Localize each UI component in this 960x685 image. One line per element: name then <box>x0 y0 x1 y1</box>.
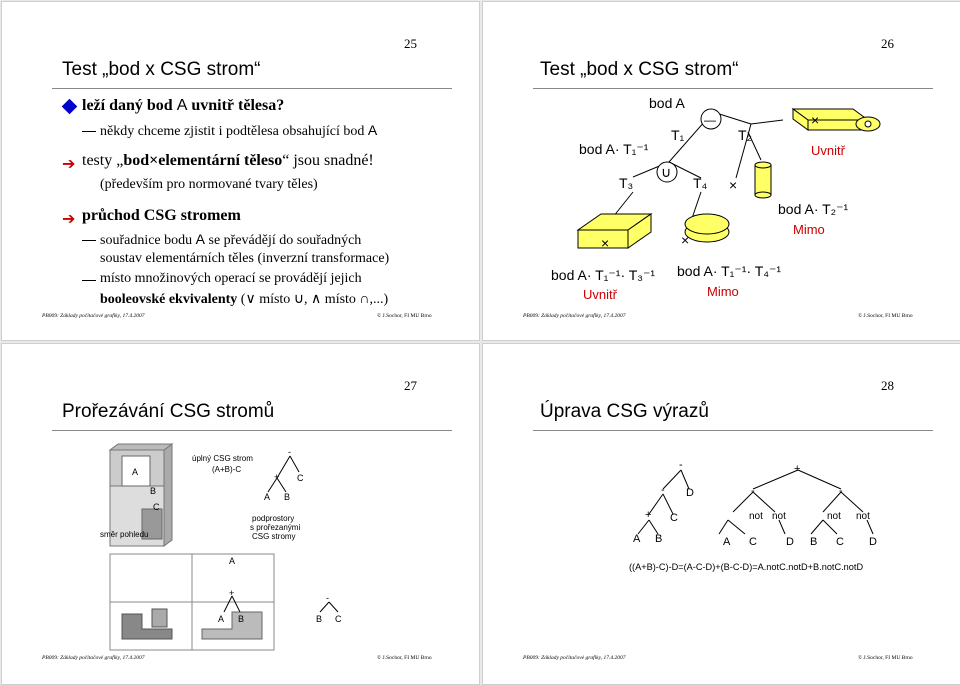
tree-d: D <box>786 536 794 548</box>
smer-pohledu-label: směr pohledu <box>100 530 149 539</box>
t2-label: T₂ <box>738 127 752 143</box>
slide-27 <box>1 343 480 685</box>
cross-icon: × <box>811 112 820 128</box>
plus-op: + <box>645 509 652 521</box>
tree-edge <box>823 520 837 534</box>
minus-op: - <box>679 459 683 471</box>
tree-edge <box>663 494 673 514</box>
tree-edge <box>733 492 753 512</box>
uvnitr-label: Uvnitř <box>811 143 845 158</box>
expr-label: (A+B)-C <box>212 465 242 474</box>
bod-a-t1-t4-label: bod A· T₁⁻¹· T₄⁻¹ <box>677 263 782 279</box>
slide-26 <box>482 1 960 341</box>
footer-left: PB009: Základy počítačové grafiky, 17.4.2007 <box>42 655 145 661</box>
t3-label: T₃ <box>619 175 634 191</box>
tree-edge <box>753 470 798 489</box>
dash <box>82 131 96 132</box>
minus-op: - <box>326 593 329 603</box>
bod-a-t1-label: bod A· T₁⁻¹ <box>579 141 649 157</box>
ellipse-slab-shape <box>685 214 729 242</box>
bod-a-t2-label: bod A· T₂⁻¹ <box>778 201 849 217</box>
grid-tree-a: A <box>218 614 225 624</box>
minus-op: — <box>704 113 716 127</box>
tree-edge <box>728 520 745 534</box>
slide-title: Úprava CSG výrazů <box>540 401 709 422</box>
podprostory-line2: s prořezanými <box>250 523 301 532</box>
sub-3d-rest: (∨ místo ∪, ∧ místo ∩,...) <box>237 292 389 307</box>
slide-title: Test „bod x CSG strom“ <box>62 59 261 80</box>
tree-b: B <box>284 492 291 502</box>
sub-3a <box>100 231 361 249</box>
sub-3d <box>100 291 388 308</box>
plus-op: + <box>794 463 801 475</box>
footer-left: PB009: Základy počítačové grafiky, 17.4.2007 <box>42 313 145 319</box>
slide-number: 27 <box>404 378 417 393</box>
bullet-2-bold: bod×elementární těleso <box>123 152 283 169</box>
union-op: ∪ <box>661 164 672 180</box>
sub-3a-point: A <box>195 231 205 247</box>
tree-b: B <box>810 536 818 548</box>
label-a: A <box>132 467 139 477</box>
cylinder-shape <box>755 162 771 198</box>
tree-c: C <box>670 512 678 524</box>
dash <box>82 280 96 281</box>
plus-op: + <box>274 472 280 482</box>
csg-tree-diagram <box>483 2 960 340</box>
rounded-block-shape <box>793 109 880 131</box>
cross-icon: × <box>681 232 690 248</box>
mimo-label: Mimo <box>707 284 739 299</box>
tree-edge <box>320 602 329 612</box>
title-underline <box>52 88 452 89</box>
minus-op: - <box>661 484 665 496</box>
clipping-diagram <box>2 344 479 684</box>
grid-tree-c: C <box>335 614 342 624</box>
arrow-bullet-icon: ➔ <box>62 211 76 228</box>
tree-edge <box>638 520 649 534</box>
bullet-2: testy „bod×elementární těleso“ jsou snadné! <box>82 152 374 169</box>
bullet-2-post: jsou snadné! <box>289 152 374 169</box>
not-op: not <box>827 511 841 522</box>
tree-edge <box>811 520 823 534</box>
slide-number: 25 <box>404 36 417 51</box>
sub-1 <box>100 122 377 140</box>
tree-c: C <box>836 536 844 548</box>
podprostory-line3: CSG stromy <box>252 532 296 541</box>
minus-op: - <box>751 485 755 497</box>
grid-a-label: A <box>229 556 236 566</box>
bullet-diamond-icon <box>62 99 78 115</box>
root-label: bod A <box>649 95 685 111</box>
uvnitr-label: Uvnitř <box>583 287 617 302</box>
grid-tree-b2: B <box>316 614 323 624</box>
sub-3d-bold: booleovské ekvivalenty <box>100 292 238 307</box>
footer-right: © J.Sochor, FI MU Brno <box>858 313 913 319</box>
slide-title: Test „bod x CSG strom“ <box>540 59 739 80</box>
not-op: not <box>749 511 763 522</box>
tree-edge <box>290 456 299 472</box>
tree-a: A <box>633 533 641 545</box>
plus-op: + <box>229 588 235 598</box>
bullet-1-pre: leží daný bod <box>82 97 177 114</box>
minus-op: - <box>839 485 843 497</box>
expression-trees <box>483 344 960 684</box>
bullet-1 <box>82 97 284 115</box>
sub-1-point: A <box>367 122 378 138</box>
arrow-bullet-icon: ➔ <box>62 156 76 173</box>
sub-3b: soustav elementárních těles (inverzní transformace) <box>100 251 390 266</box>
bullet-1-point: A <box>176 97 188 114</box>
tree-edge <box>751 120 783 124</box>
sub-3a-pre: souřadnice bodu <box>100 233 196 248</box>
label-b: B <box>150 486 157 496</box>
tree-c: C <box>297 473 304 483</box>
tree-a: A <box>264 492 271 502</box>
tree-b: B <box>655 533 663 545</box>
t1-label: T₁ <box>671 127 685 143</box>
not-op: not <box>856 511 870 522</box>
grid-tree-b: B <box>238 614 245 624</box>
sub-3c: místo množinových operací se provádějí jejich <box>100 271 362 286</box>
mimo-label: Mimo <box>793 222 825 237</box>
footer-left: PB009: Základy počítačové grafiky, 17.4.2007 <box>523 313 626 319</box>
minus-op: - <box>288 447 291 457</box>
sub-2: (především pro normované tvary těles) <box>100 177 318 192</box>
formula: ((A+B)-C)-D=(A-C-D)+(B-C-D)=A.notC.notD+B.notC.notD <box>629 562 864 572</box>
not-op: not <box>772 511 786 522</box>
bod-a-t1-t3-label: bod A· T₁⁻¹· T₃⁻¹ <box>551 267 656 283</box>
uplny-label: úplný CSG strom <box>192 454 253 463</box>
tree-edge <box>329 602 338 612</box>
slide-25 <box>1 1 480 341</box>
label-c: C <box>153 502 160 512</box>
slide-title: Prořezávání CSG stromů <box>62 401 275 422</box>
sub-1-text: někdy chceme zjistit i podtělesa obsahující bod <box>100 124 368 139</box>
dash <box>82 240 96 241</box>
tree-edge <box>719 520 728 534</box>
footer-right: © J.Sochor, FI MU Brno <box>858 655 913 661</box>
bullet-2-pre: testy <box>82 152 117 169</box>
tree-edge <box>649 520 658 534</box>
slide-28 <box>482 343 960 685</box>
sub-3a-post: se převádějí do souřadných <box>205 233 362 248</box>
tree-edge <box>841 492 863 512</box>
flat-box-shape <box>578 214 651 248</box>
footer-right: © J.Sochor, FI MU Brno <box>377 655 432 661</box>
bullet-1-post: uvnitř tělesa? <box>187 97 285 114</box>
tree-d: D <box>869 536 877 548</box>
podprostory-line1: podprostory <box>252 514 295 523</box>
tree-d: D <box>686 487 694 499</box>
cross-icon: × <box>729 177 738 193</box>
tree-edge <box>779 520 785 534</box>
subspace-grid <box>110 554 274 650</box>
tree-a: A <box>723 536 731 548</box>
footer-left: PB009: Základy počítačové grafiky, 17.4.2007 <box>523 655 626 661</box>
bullet-3: průchod CSG stromem <box>82 207 241 224</box>
footer-right: © J.Sochor, FI MU Brno <box>377 313 432 319</box>
slide-number: 26 <box>881 36 894 51</box>
slide-number: 28 <box>881 378 894 393</box>
tree-edge <box>867 520 873 534</box>
cross-icon: × <box>601 235 610 251</box>
t4-label: T₄ <box>693 175 708 191</box>
tree-edge <box>663 470 681 489</box>
tree-c: C <box>749 536 757 548</box>
tree-edge <box>798 470 841 489</box>
tree-edge <box>753 492 775 512</box>
